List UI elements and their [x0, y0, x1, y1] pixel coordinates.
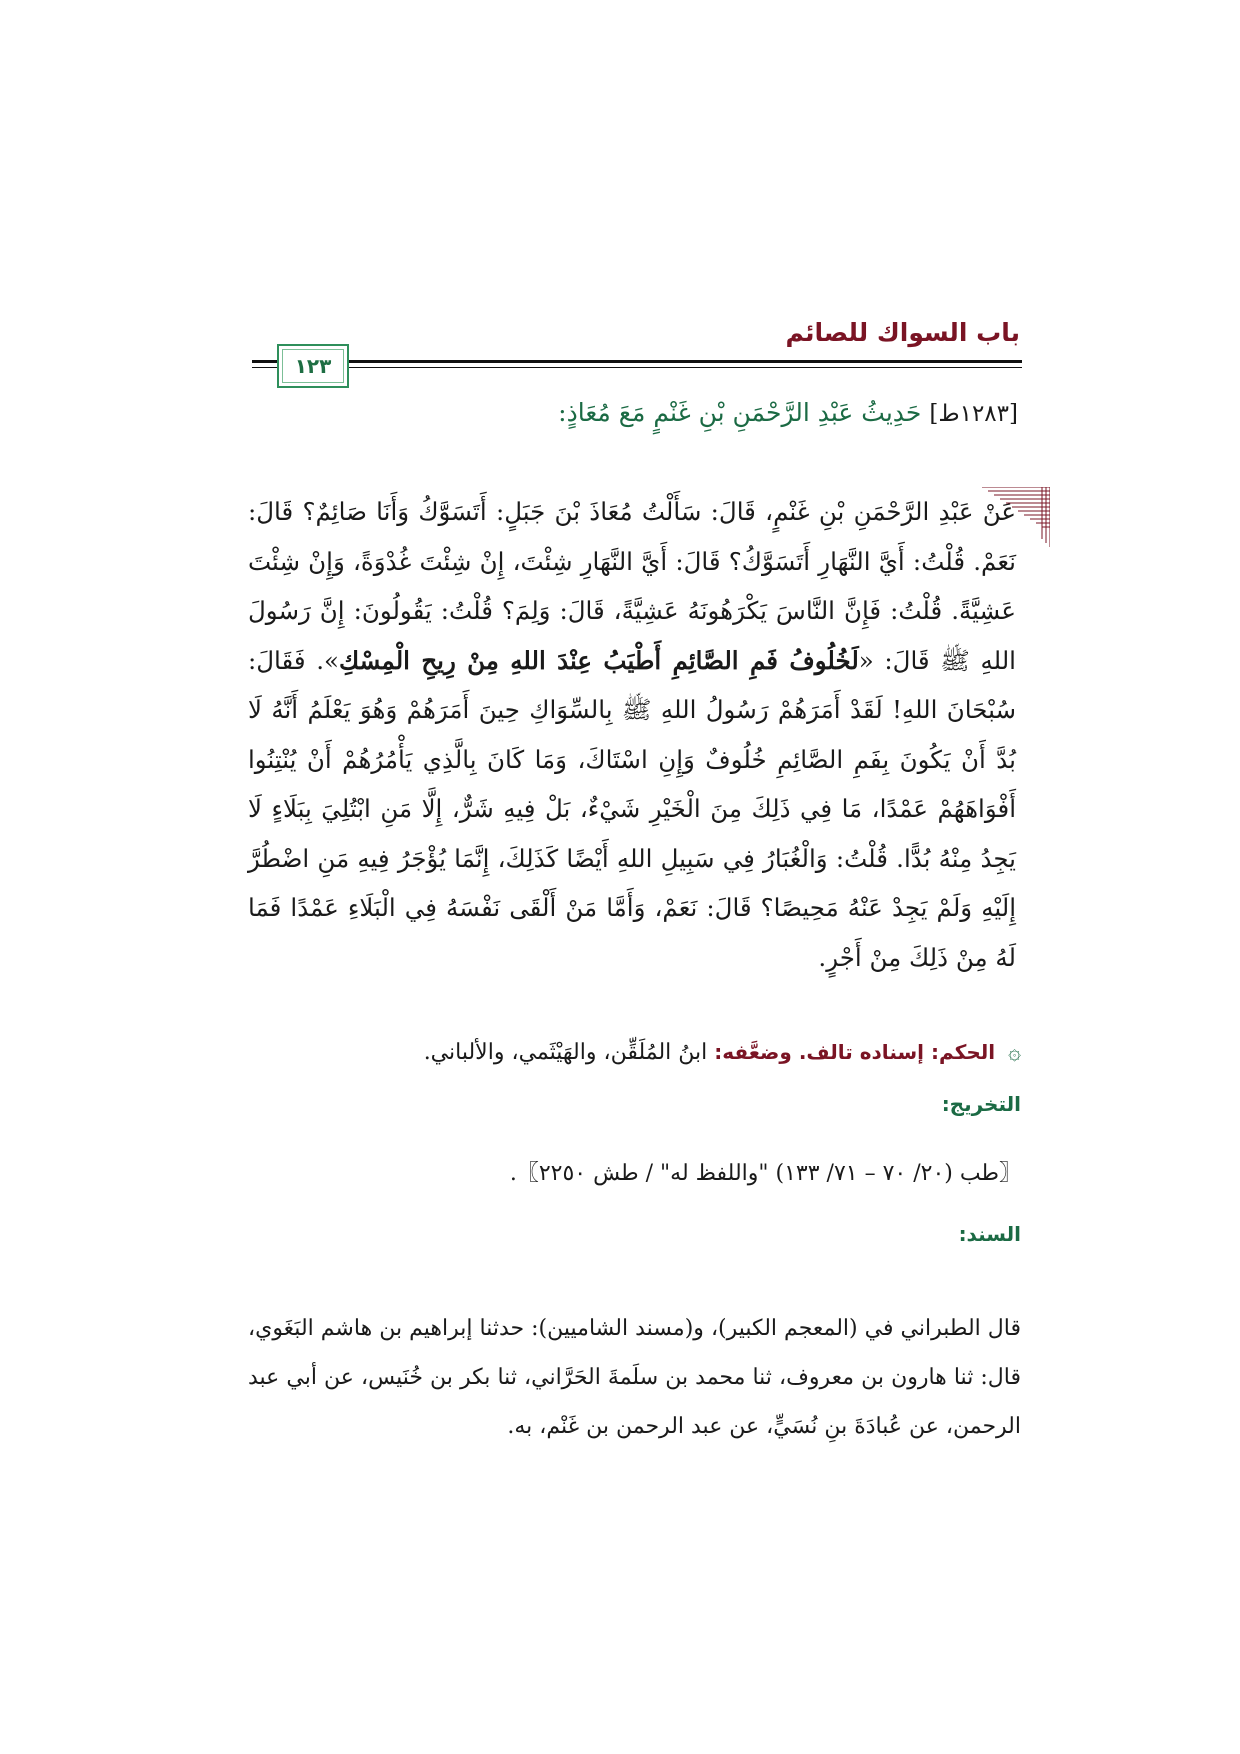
section-title: حَدِيثُ عَبْدِ الرَّحْمَنِ بْنِ غَنْمٍ مَعَ مُعَاذٍ: [558, 398, 922, 427]
hadith-text-part1: عَنْ عَبْدِ الرَّحْمَنِ بْنِ غَنْمٍ، قَالَ: سَأَلْتُ مُعَاذَ بْنَ جَبَلٍ: أَتَسَوَّكُ وَأَنَا صَائِمٌ؟ قَالَ: نَعَمْ. قُلْتُ: أَيَّ النَّهَارِ أَتَسَوَّكُ؟ قَالَ: أَيَّ النَّهَارِ شِئْتَ، إِنْ شِئْتَ غُدْوَةً، وَإِنْ شِئْتَ عَشِيَّةً. قُلْتُ: فَإِنَّ النَّاسَ يَكْرَهُونَهُ عَشِيَّةً، قَالَ: وَلِمَ؟ قُلْتُ: يَقُولُونَ: إِنَّ رَسُولَ اللهِ ﷺ قَالَ: « [248, 497, 1017, 675]
running-title: باب السواك للصائم [785, 318, 1020, 347]
sanad-text: قال الطبراني في (المعجم الكبير)، و(مسند الشاميين): حدثنا إبراهيم بن هاشم البَغَوي، قال: ثنا هارون بن معروف، ثنا محمد بن سلَمةَ الحَرَّاني، ثنا بكر بن خُنَيس، عن أبي عبد الرحمن، عن عُبادَةَ بنِ نُسَيٍّ، عن عبد الرحمن بن غَنْم، به. [248, 1316, 1021, 1439]
takhrij-reference: 〖طب (٢٠/ ٧٠ – ٧١/ ١٣٣) "واللفظ له" / طش ٢٢٥٠〗. [509, 1161, 1021, 1186]
page-number: ١٢٣ [277, 344, 349, 388]
weakened-by-names: ابنُ المُلَقِّن، والهَيْثَمي، والألباني. [423, 1040, 708, 1065]
hadith-block [248, 487, 1050, 982]
section-heading [558, 398, 1018, 427]
ruling-verdict: إسناده تالف. [798, 1040, 925, 1064]
weakened-label: وضعَّفه: [714, 1040, 792, 1064]
sanad-label: السند: [958, 1222, 1021, 1246]
header-rule-thin [252, 367, 1022, 368]
ruling-label: الحكم: [931, 1040, 996, 1064]
ruling-line [245, 1036, 1021, 1069]
hadith-prophetic-quote: لَخُلُوفُ فَمِ الصَّائِمِ أَطْيَبُ عِنْدَ اللهِ مِنْ رِيحِ الْمِسْكِ [339, 645, 859, 675]
header-rule-thick [252, 360, 1022, 363]
corner-ornament-icon [980, 487, 1050, 547]
ornament-icon: ۞ [1008, 1040, 1021, 1065]
hadith-text [248, 487, 1050, 982]
takhrij-label: التخريج: [941, 1092, 1021, 1116]
hadith-number: [١٢٨٣ط] [929, 401, 1018, 427]
hadith-text-part2: ». فَقَالَ: سُبْحَانَ اللهِ! لَقَدْ أَمَرَهُمْ رَسُولُ اللهِ ﷺ بِالسِّوَاكِ حِينَ أَمَرَهُمْ وَهُوَ يَعْلَمُ أَنَّهُ لَا بُدَّ أَنْ يَكُونَ بِفَمِ الصَّائِمِ خُلُوفٌ وَإِنِ اسْتَاكَ، وَمَا كَانَ بِالَّذِي يَأْمُرُهُمْ أَنْ يُنْتِنُوا أَفْوَاهَهُمْ عَمْدًا، مَا فِي ذَلِكَ مِنَ الْخَيْرِ شَيْءٌ، بَلْ فِيهِ شَرٌّ، إِلَّا مَنِ ابْتُلِيَ بِبَلَاءٍ لَا يَجِدُ مِنْهُ بُدًّا. قُلْتُ: وَالْغُبَارُ فِي سَبِيلِ اللهِ أَيْضًا كَذَلِكَ، إِنَّمَا يُؤْجَرُ فِيهِ مَنِ اضْطُرَّ إِلَيْهِ وَلَمْ يَجِدْ عَنْهُ مَحِيصًا؟ قَالَ: نَعَمْ، وَأَمَّا مَنْ أَلْقَى نَفْسَهُ فِي الْبَلَاءِ عَمْدًا فَمَا لَهُ مِنْ ذَلِكَ مِنْ أَجْرٍ. [248, 645, 1016, 972]
